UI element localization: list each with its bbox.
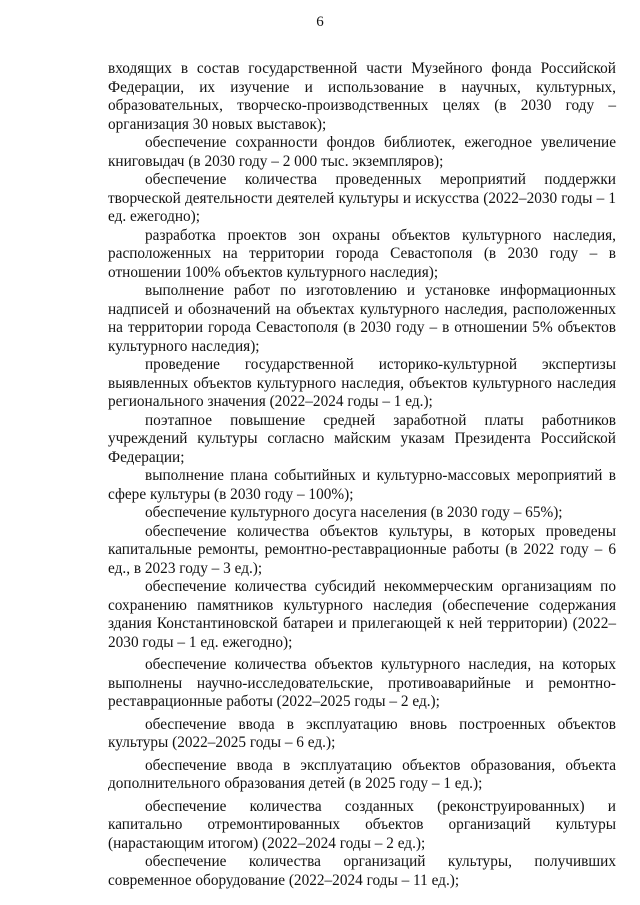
paragraph-historical-expertise: проведение государственной историко-культурной экспертизы выявленных объектов культурного наследия, объектов культурного наследия регионального значения (2022–2024 годы – 1 ед.); <box>108 356 616 410</box>
paragraph-research-works: обеспечение количества объектов культурного наследия, на которых выполнены научно-исследовательские, противоаварийные и ремонтно-реставрационные работы (2022–2025 годы – 2 ед.); <box>108 656 616 710</box>
paragraph-nonprofit-subsidies: обеспечение количества субсидий некоммерческим организациям по сохранению памятников культурного наследия (обеспечение содержания здания Константиновской батареи и прилегающей к ней территории) (2022–2030 годы – 1 ед. ежегодно); <box>108 578 616 651</box>
paragraph-education-objects: обеспечение ввода в эксплуатацию объектов образования, объекта дополнительного образования детей (в 2025 году – 1 ед.); <box>108 756 616 792</box>
page-number: 6 <box>316 14 324 30</box>
paragraph-library-funds: обеспечение сохранности фондов библиотек, ежегодное увеличение книговыдач (в 2030 году – 2 000 тыс. экземпляров); <box>108 134 616 170</box>
paragraph-new-culture-objects: обеспечение ввода в эксплуатацию вновь построенных объектов культуры (2022–2025 годы – 6 ед.); <box>108 715 616 751</box>
paragraph-capital-repairs: обеспечение количества объектов культуры, в которых проведены капитальные ремонты, ремонтно-реставрационные работы (в 2022 году – 6 ед., в 2023 году – 3 ед.); <box>108 522 616 577</box>
paragraph-events-plan: выполнение плана событийных и культурно-массовых мероприятий в сфере культуры (в 2030 году – 100%); <box>108 467 616 503</box>
paragraph-museum-fund: входящих в состав государственной части Музейного фонда Российской Федерации, их изучение и использование в научных, культурных, образовательных, творческо-производственных целях (в 2030 году – организация 30 новых выставок); <box>108 60 616 133</box>
paragraph-creative-support: обеспечение количества проведенных мероприятий поддержки творческой деятельности деятелей культуры и искусства (2022–2030 годы – 1 ед. ежегодно); <box>108 171 616 225</box>
paragraph-cultural-leisure: обеспечение культурного досуга населения (в 2030 году – 65%); <box>145 504 563 521</box>
paragraph-protection-zones: разработка проектов зон охраны объектов культурного наследия, расположенных на территории города Севастополя (в 2030 году – в отношении 100% объектов культурного наследия); <box>108 226 616 281</box>
paragraph-modern-equipment: обеспечение количества организаций культуры, получивших современное оборудование (2022–2024 годы – 11 ед.); <box>108 853 616 889</box>
body-text <box>108 60 616 890</box>
paragraph-reconstructed-objects: обеспечение количества созданных (реконструированных) и капитально отремонтированных объектов организаций культуры (нарастающим итогом) (2022–2024 годы – 2 ед.); <box>108 797 616 852</box>
paragraph-information-signs: выполнение работ по изготовлению и установке информационных надписей и обозначений на объектах культурного наследия, расположенных на территории города Севастополя (в 2030 году – в отношении 5% объектов культурного наследия); <box>108 282 616 355</box>
paragraph-salary-increase: поэтапное повышение средней заработной платы работников учреждений культуры согласно майским указам Президента Российской Федерации; <box>108 411 616 466</box>
